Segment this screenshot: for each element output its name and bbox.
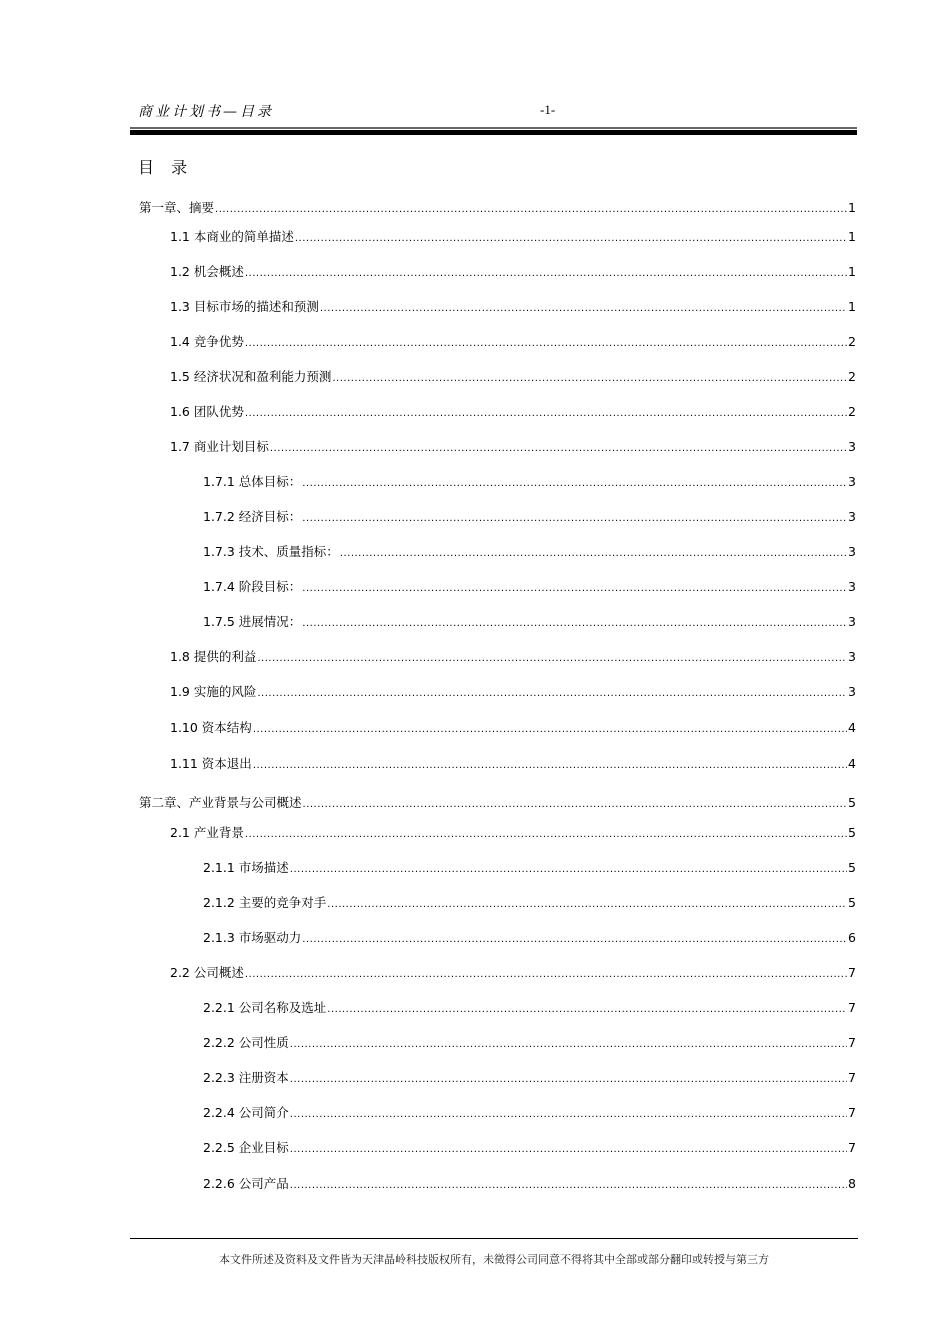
toc-entry-page: 1 xyxy=(848,264,856,279)
toc-entry-page: 1 xyxy=(848,200,856,215)
toc-entry-label: 2.1.2 主要的竞争对手 xyxy=(203,895,327,910)
toc-leader-dots xyxy=(340,546,847,562)
toc-leader-dots xyxy=(257,651,847,667)
toc-entry-page: 6 xyxy=(848,930,856,945)
header-title: 商业计划书—目录 xyxy=(138,104,274,120)
toc-leader-dots xyxy=(245,406,847,422)
toc-entry-page: 2 xyxy=(848,334,856,349)
toc-leader-dots xyxy=(302,616,847,632)
toc-leader-dots xyxy=(270,441,847,457)
toc-leader-dots xyxy=(302,932,847,948)
toc-leader-dots xyxy=(245,827,847,843)
toc-entry[interactable] xyxy=(203,1140,856,1158)
toc-entry[interactable] xyxy=(203,509,856,527)
toc-entry-page: 7 xyxy=(848,965,856,980)
toc-entry[interactable] xyxy=(170,229,856,247)
toc-leader-dots xyxy=(320,301,847,317)
toc-entry-label: 2.2 公司概述 xyxy=(170,965,244,980)
toc-leader-dots xyxy=(303,797,848,813)
toc-entry-page: 3 xyxy=(848,544,856,559)
toc-entry-page: 3 xyxy=(848,614,856,629)
toc-entry[interactable] xyxy=(203,1035,856,1053)
toc-entry[interactable] xyxy=(203,614,856,632)
toc-leader-dots xyxy=(290,1142,847,1158)
toc-entry-label: 2.2.6 公司产品 xyxy=(203,1176,289,1191)
toc-entry-page: 3 xyxy=(848,684,856,699)
toc-entry-label: 1.7 商业计划目标 xyxy=(170,439,269,454)
toc-leader-dots xyxy=(327,897,847,913)
toc-leader-dots xyxy=(253,758,847,774)
toc-entry[interactable] xyxy=(170,756,856,774)
toc-entry[interactable] xyxy=(170,299,856,317)
toc-leader-dots xyxy=(245,967,847,983)
toc-entry-label: 2.2.2 公司性质 xyxy=(203,1035,289,1050)
toc-leader-dots xyxy=(295,231,847,247)
toc-entry-label: 2.1.1 市场描述 xyxy=(203,860,289,875)
toc-entry-page: 3 xyxy=(848,579,856,594)
toc-entry[interactable] xyxy=(203,895,856,913)
toc-entry-label: 第二章、产业背景与公司概述 xyxy=(139,795,302,810)
toc-entry-page: 4 xyxy=(848,720,856,735)
toc-entry-page: 7 xyxy=(848,1105,856,1120)
toc-entry-label: 1.1 本商业的简单描述 xyxy=(170,229,294,244)
footer-copyright: 本文件所述及资料及文件皆为天津晶岭科技版权所有，未徵得公司同意不得将其中全部或部分翻印或转授与第三方 xyxy=(219,1253,769,1266)
toc-entry-label: 1.5 经济状况和盈利能力预测 xyxy=(170,369,332,384)
toc-entry[interactable] xyxy=(203,1070,856,1088)
toc-entry[interactable] xyxy=(170,404,856,422)
toc-leader-dots xyxy=(290,1178,847,1194)
toc-entry-page: 3 xyxy=(848,439,856,454)
toc-leader-dots xyxy=(302,581,847,597)
toc-leader-dots xyxy=(245,336,847,352)
toc-entry[interactable] xyxy=(139,200,856,218)
toc-entry-page: 5 xyxy=(848,895,856,910)
toc-leader-dots xyxy=(253,722,847,738)
toc-entry-label: 2.1 产业背景 xyxy=(170,825,244,840)
toc-entry-page: 1 xyxy=(848,299,856,314)
toc-entry[interactable] xyxy=(203,474,856,492)
toc-entry-page: 5 xyxy=(848,795,856,810)
toc-leader-dots xyxy=(327,1002,847,1018)
toc-entry[interactable] xyxy=(203,579,856,597)
toc-entry[interactable] xyxy=(203,1176,856,1194)
toc-entry-label: 1.2 机会概述 xyxy=(170,264,244,279)
toc-entry[interactable] xyxy=(170,264,856,282)
toc-leader-dots xyxy=(290,862,847,878)
toc-entry-page: 2 xyxy=(848,404,856,419)
toc-leader-dots xyxy=(302,511,847,527)
toc-entry[interactable] xyxy=(139,795,856,813)
toc-entry-label: 2.2.4 公司简介 xyxy=(203,1105,289,1120)
toc-entry[interactable] xyxy=(203,1000,856,1018)
toc-entry[interactable] xyxy=(170,439,856,457)
toc-entry-label: 2.2.5 企业目标 xyxy=(203,1140,289,1155)
toc-entry[interactable] xyxy=(170,649,856,667)
toc-entry-label: 2.1.3 市场驱动力 xyxy=(203,930,302,945)
toc-entry-page: 1 xyxy=(848,229,856,244)
toc-leader-dots xyxy=(332,371,847,387)
toc-entry[interactable] xyxy=(170,334,856,352)
toc-entry-page: 3 xyxy=(848,509,856,524)
toc-entry-label: 2.2.1 公司名称及选址 xyxy=(203,1000,327,1015)
toc-entry-page: 7 xyxy=(848,1000,856,1015)
toc-entry-label: 1.8 提供的利益 xyxy=(170,649,257,664)
toc-entry-page: 3 xyxy=(848,649,856,664)
toc-entry-label: 1.7.5 进展情况： xyxy=(203,614,302,629)
toc-leader-dots xyxy=(215,202,847,218)
toc-entry[interactable] xyxy=(203,860,856,878)
header-rule-thick xyxy=(130,130,857,135)
toc-entry-label: 第一章、摘要 xyxy=(139,200,215,215)
toc-entry-page: 2 xyxy=(848,369,856,384)
toc-entry[interactable] xyxy=(170,965,856,983)
toc-entry-page: 5 xyxy=(848,825,856,840)
toc-entry-label: 1.3 目标市场的描述和预测 xyxy=(170,299,319,314)
toc-entry-label: 1.4 竞争优势 xyxy=(170,334,244,349)
toc-entry[interactable] xyxy=(170,369,856,387)
toc-leader-dots xyxy=(290,1107,847,1123)
toc-entry-page: 7 xyxy=(848,1070,856,1085)
toc-entry-page: 7 xyxy=(848,1035,856,1050)
toc-entry-label: 1.7.1 总体目标： xyxy=(203,474,302,489)
toc-leader-dots xyxy=(257,686,847,702)
toc-leader-dots xyxy=(302,476,847,492)
toc-entry-label: 2.2.3 注册资本 xyxy=(203,1070,289,1085)
toc-entry-page: 8 xyxy=(848,1176,856,1191)
footer-rule xyxy=(130,1238,858,1239)
toc-entry-label: 1.10 资本结构 xyxy=(170,720,252,735)
toc-entry[interactable] xyxy=(170,684,856,702)
toc-entry-label: 1.7.2 经济目标： xyxy=(203,509,302,524)
toc-entry[interactable] xyxy=(203,930,856,948)
toc-leader-dots xyxy=(290,1072,847,1088)
toc-entry-label: 1.7.3 技术、质量指标： xyxy=(203,544,339,559)
toc-entry-page: 7 xyxy=(848,1140,856,1155)
toc-entry-label: 1.6 团队优势 xyxy=(170,404,244,419)
toc-leader-dots xyxy=(245,266,847,282)
header-page-number: -1- xyxy=(540,102,556,117)
toc-entry-label: 1.7.4 阶段目标： xyxy=(203,579,302,594)
toc-entry[interactable] xyxy=(170,720,856,738)
toc-entry-label: 1.11 资本退出 xyxy=(170,756,252,771)
toc-entry-page: 5 xyxy=(848,860,856,875)
toc-entry[interactable] xyxy=(203,544,856,562)
toc-entry-page: 3 xyxy=(848,474,856,489)
toc-title: 目 录 xyxy=(138,158,194,177)
header-rule-thin xyxy=(130,127,857,129)
toc-entry-label: 1.9 实施的风险 xyxy=(170,684,257,699)
toc-entry[interactable] xyxy=(203,1105,856,1123)
toc-entry-page: 4 xyxy=(848,756,856,771)
toc-leader-dots xyxy=(290,1037,847,1053)
toc-entry[interactable] xyxy=(170,825,856,843)
